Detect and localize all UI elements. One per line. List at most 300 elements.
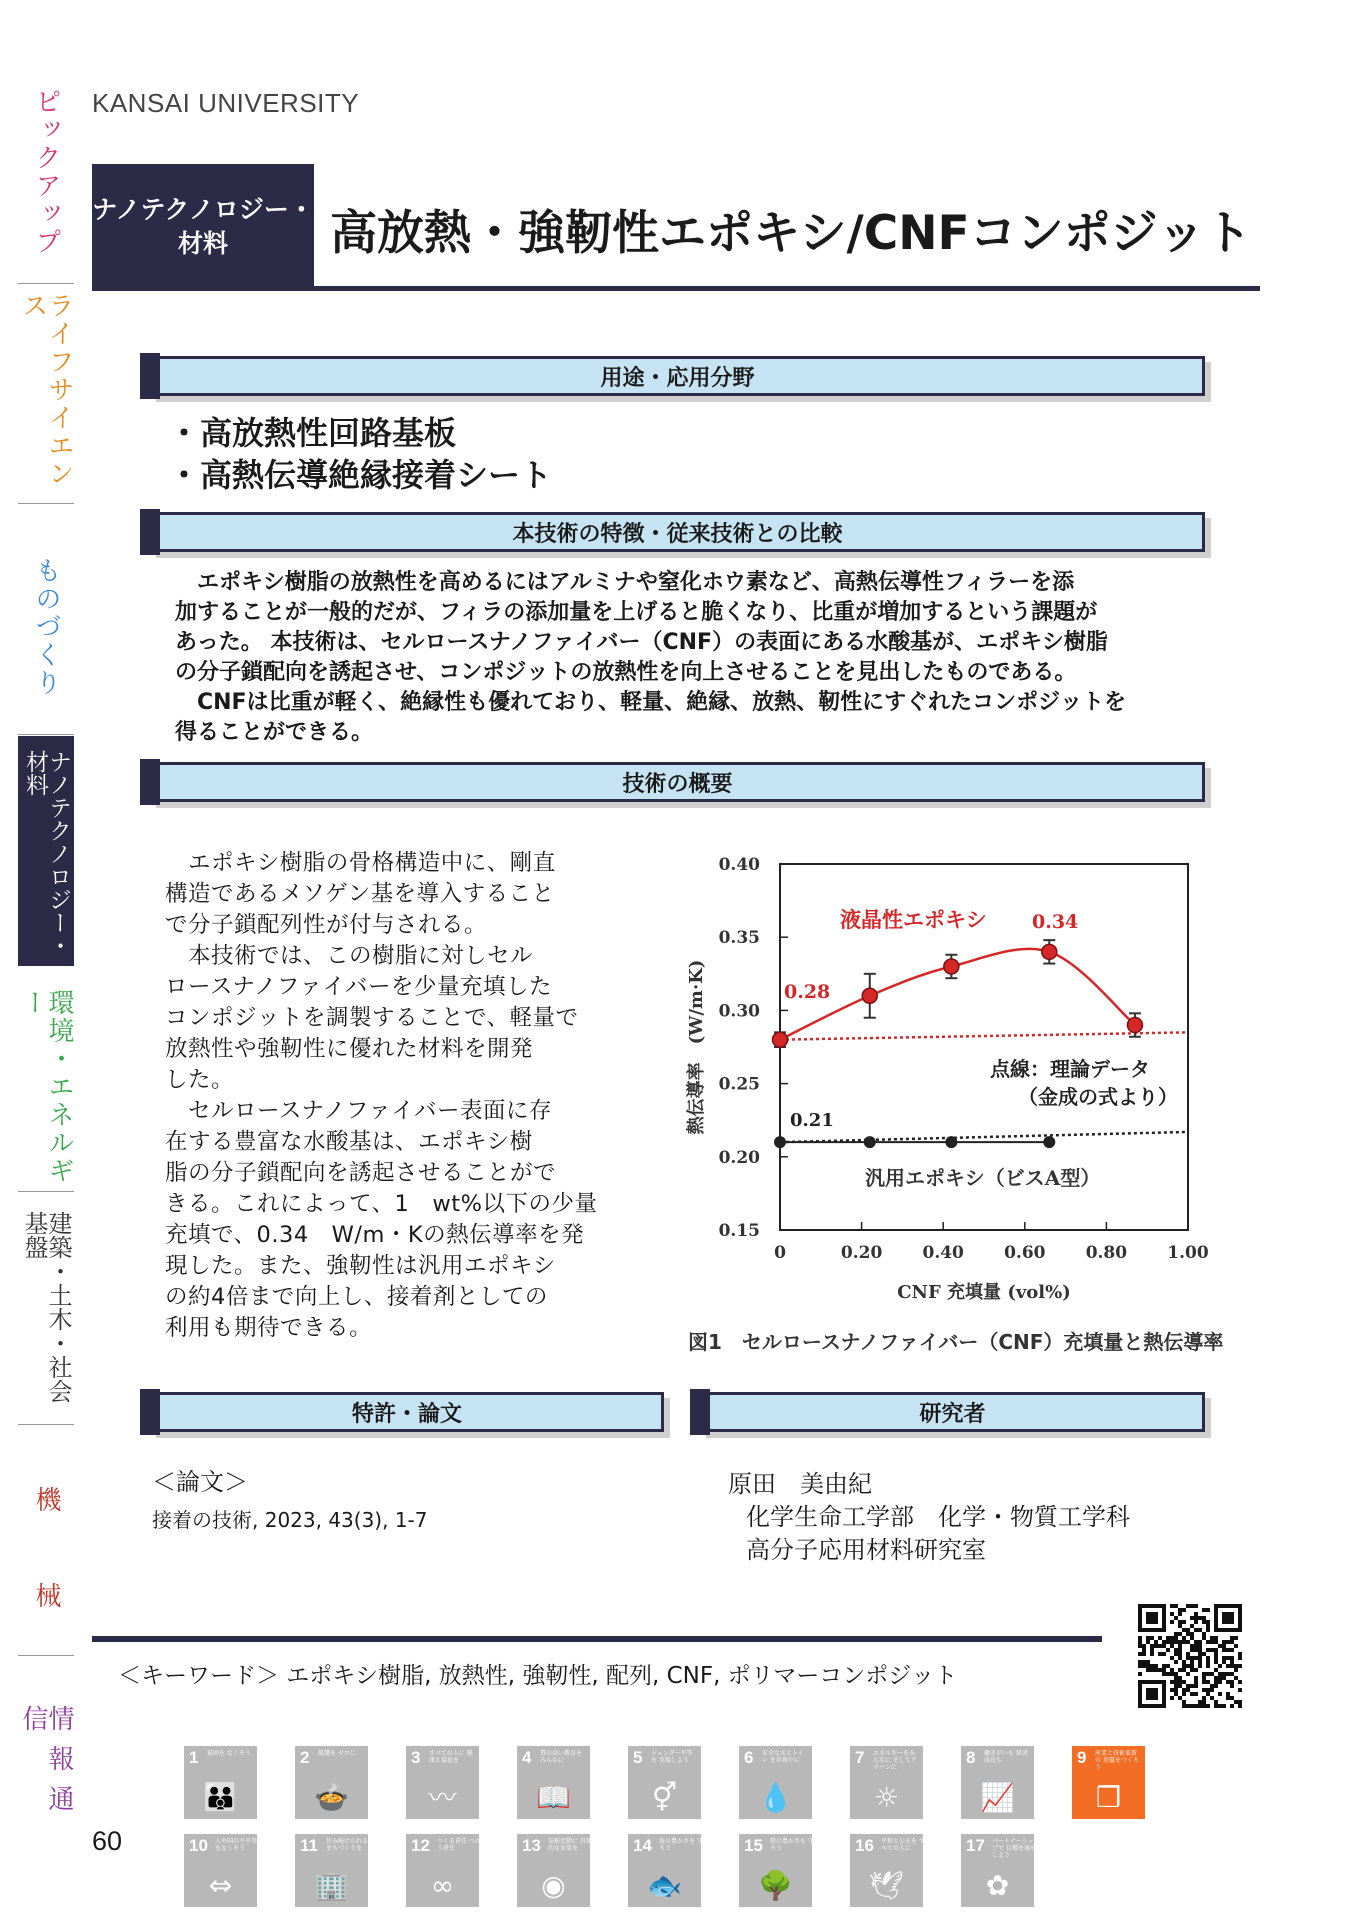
- sdg-number: 11: [300, 1836, 318, 1855]
- qr-module: [1182, 1688, 1186, 1692]
- text-line: した。: [165, 1067, 235, 1093]
- bisa-epoxy-point: [774, 1136, 786, 1148]
- qr-module: [1190, 1656, 1194, 1660]
- qr-module: [1162, 1644, 1166, 1648]
- sdg-number: 1: [189, 1748, 199, 1767]
- qr-module: [1226, 1640, 1230, 1644]
- researcher-dept: 化学生命工学部 化学・物質工学科: [746, 1503, 1130, 1531]
- qr-module: [1218, 1676, 1222, 1680]
- qr-module: [1234, 1676, 1238, 1680]
- qr-module: [1182, 1640, 1186, 1644]
- qr-module: [1166, 1640, 1170, 1644]
- qr-module: [1194, 1704, 1198, 1708]
- qr-module: [1222, 1612, 1234, 1624]
- qr-module: [1226, 1648, 1230, 1652]
- qr-module: [1174, 1676, 1178, 1680]
- qr-module: [1202, 1688, 1206, 1692]
- qr-module: [1178, 1676, 1182, 1680]
- qr-module: [1234, 1664, 1238, 1668]
- qr-module: [1218, 1704, 1222, 1708]
- sidebar-item-label: ライフサイエンス: [18, 292, 74, 488]
- qr-module: [1186, 1604, 1190, 1608]
- category-badge: [92, 164, 314, 290]
- qr-module: [1166, 1672, 1170, 1676]
- sdg-goal-4: [517, 1746, 590, 1819]
- sidebar-item-label: ピックアップ: [31, 88, 61, 256]
- sdg-label: 働きがいも 経済成長も: [984, 1750, 1028, 1764]
- qr-module: [1170, 1604, 1174, 1608]
- qr-module: [1226, 1672, 1230, 1676]
- qr-module: [1202, 1636, 1206, 1640]
- qr-module: [1146, 1660, 1150, 1664]
- qr-module: [1206, 1672, 1210, 1676]
- series-label-bisa-epoxy: 汎用エポキシ（ビスA型）: [865, 1166, 1101, 1190]
- qr-module: [1230, 1640, 1234, 1644]
- qr-module: [1138, 1664, 1142, 1668]
- sidebar-item-monozukuri[interactable]: [18, 505, 74, 735]
- sdg-label: 気候変動に 具体的な対策を: [548, 1838, 592, 1852]
- qr-module: [1226, 1680, 1230, 1684]
- qr-module: [1150, 1648, 1154, 1652]
- sdg-label: 産業と技術革新の 基盤をつくろう: [1095, 1750, 1139, 1771]
- sidebar-item-label: 環境・エネルギー: [18, 989, 74, 1185]
- sidebar-item-mechanical[interactable]: [18, 1426, 74, 1656]
- qr-module: [1154, 1668, 1158, 1672]
- qr-module: [1222, 1672, 1226, 1676]
- qr-module: [1190, 1616, 1194, 1620]
- qr-module: [1174, 1672, 1178, 1676]
- sdg-number: 3: [411, 1748, 421, 1767]
- qr-module: [1194, 1640, 1198, 1644]
- qr-module: [1198, 1648, 1202, 1652]
- qr-module: [1230, 1636, 1234, 1640]
- sdg-icon: ✿: [985, 1869, 1010, 1902]
- qr-module: [1206, 1680, 1210, 1684]
- qr-module: [1202, 1680, 1206, 1684]
- category-line-2: 材料: [177, 229, 228, 258]
- qr-module: [1218, 1680, 1222, 1684]
- qr-module: [1146, 1636, 1150, 1640]
- text-line: 在する豊富な水酸基は、エポキシ樹: [165, 1129, 533, 1155]
- qr-module: [1150, 1636, 1154, 1640]
- sdg-icon: ◉: [541, 1869, 566, 1902]
- sdg-number: 7: [855, 1748, 865, 1767]
- sdg-icon: ❒: [1095, 1781, 1122, 1814]
- qr-module: [1182, 1608, 1186, 1612]
- qr-module: [1186, 1704, 1190, 1708]
- qr-module: [1194, 1692, 1198, 1696]
- qr-module: [1230, 1680, 1234, 1684]
- qr-module: [1182, 1704, 1186, 1708]
- sidebar-item-label: ナノテクノロジー・材料: [22, 750, 71, 957]
- sdg-label: 住み続けられる まちづくりを: [326, 1838, 369, 1852]
- qr-module: [1238, 1688, 1242, 1692]
- section-header-applications: [150, 356, 1205, 396]
- qr-module: [1206, 1628, 1210, 1632]
- qr-module: [1186, 1656, 1190, 1660]
- keyword-rule: [92, 1636, 1102, 1642]
- qr-module: [1194, 1648, 1198, 1652]
- sdg-goal-12: [406, 1834, 479, 1907]
- x-tick-label: 1.00: [1167, 1243, 1209, 1263]
- qr-module: [1170, 1640, 1174, 1644]
- qr-module: [1214, 1660, 1218, 1664]
- chart-caption: 図1 セルロースナノファイバー（CNF）充填量と熱伝導率: [688, 1330, 1224, 1354]
- qr-module: [1174, 1604, 1178, 1608]
- qr-module: [1182, 1660, 1186, 1664]
- sdg-goal-10: [184, 1834, 257, 1907]
- sdg-icon: 〰: [428, 1781, 457, 1814]
- qr-module: [1186, 1628, 1190, 1632]
- qr-module: [1198, 1616, 1202, 1620]
- qr-module: [1238, 1704, 1242, 1708]
- sdg-goal-2: [295, 1746, 368, 1819]
- qr-module: [1194, 1604, 1198, 1608]
- sdg-icon: 📖: [536, 1781, 571, 1814]
- qr-module: [1186, 1684, 1190, 1688]
- qr-module: [1170, 1696, 1174, 1700]
- qr-module: [1170, 1680, 1174, 1684]
- features-paragraph: [175, 568, 1195, 748]
- qr-module: [1206, 1704, 1210, 1708]
- page-number: 60: [92, 1826, 123, 1856]
- x-tick-label: 0: [774, 1243, 786, 1263]
- lc-epoxy-point: [1042, 944, 1057, 959]
- qr-module: [1178, 1684, 1182, 1688]
- qr-module: [1186, 1632, 1190, 1636]
- qr-module: [1234, 1668, 1238, 1672]
- text-line: 加することが一般的だが、フィラの添加量を上げると脆くなり、比重が増加するという課題が: [175, 600, 1098, 625]
- qr-module: [1210, 1640, 1214, 1644]
- qr-module: [1138, 1652, 1142, 1656]
- qr-module: [1226, 1696, 1230, 1700]
- sdg-label: 人や国の不平等 をなくそう: [215, 1838, 258, 1852]
- qr-module: [1238, 1700, 1242, 1704]
- qr-module: [1214, 1676, 1218, 1680]
- qr-module: [1206, 1660, 1210, 1664]
- sidebar-item-nanotech[interactable]: [18, 736, 74, 966]
- qr-module: [1166, 1648, 1170, 1652]
- qr-module: [1162, 1664, 1166, 1668]
- qr-module: [1182, 1700, 1186, 1704]
- qr-module: [1190, 1624, 1194, 1628]
- lc-epoxy-point: [944, 959, 959, 974]
- qr-module: [1202, 1696, 1206, 1700]
- page-title: 高放熱・強靭性エポキシ/CNFコンポジット: [330, 206, 1252, 261]
- qr-module: [1202, 1632, 1206, 1636]
- qr-module: [1202, 1616, 1206, 1620]
- text-line: 構造であるメソゲン基を導入すること: [165, 881, 555, 907]
- sidebar-item-label: ものづくり: [31, 557, 61, 697]
- qr-module: [1174, 1692, 1178, 1696]
- qr-module: [1218, 1672, 1222, 1676]
- qr-module: [1198, 1660, 1202, 1664]
- y-axis-label: 熱伝導率 (W/m·K): [686, 959, 707, 1135]
- qr-module: [1194, 1616, 1198, 1620]
- qr-module: [1202, 1704, 1206, 1708]
- sdg-icon: 🕊: [868, 1869, 905, 1902]
- sdg-number: 13: [522, 1836, 541, 1855]
- sdg-goal-13: [517, 1834, 590, 1907]
- qr-module: [1202, 1700, 1206, 1704]
- sdg-goal-1: [184, 1746, 257, 1819]
- sdg-goal-5: [628, 1746, 701, 1819]
- text-line: ロースナノファイバーを少量充填した: [165, 974, 552, 1000]
- sdg-number: 8: [966, 1748, 976, 1767]
- qr-module: [1174, 1632, 1178, 1636]
- sidebar-item-life-science[interactable]: [18, 282, 74, 504]
- qr-module: [1158, 1644, 1162, 1648]
- qr-module: [1142, 1660, 1146, 1664]
- text-line: コンポジットを調製することで、軽量で: [165, 1005, 579, 1031]
- sdg-icon: 🍲: [314, 1781, 349, 1814]
- sdg-goal-16: [850, 1834, 923, 1907]
- qr-module: [1230, 1704, 1234, 1708]
- qr-module: [1178, 1668, 1182, 1672]
- qr-module: [1198, 1700, 1202, 1704]
- x-tick-label: 0.20: [840, 1243, 883, 1263]
- qr-module: [1194, 1680, 1198, 1684]
- paper-heading: ＜論文＞: [152, 1468, 248, 1496]
- qr-module: [1178, 1696, 1182, 1700]
- qr-module: [1150, 1644, 1154, 1648]
- qr-module: [1178, 1640, 1182, 1644]
- qr-module: [1166, 1664, 1170, 1668]
- qr-module: [1170, 1612, 1174, 1616]
- qr-module: [1218, 1644, 1222, 1648]
- qr-module: [1138, 1672, 1142, 1676]
- qr-module: [1190, 1668, 1194, 1672]
- qr-module: [1146, 1668, 1150, 1672]
- qr-module: [1226, 1692, 1230, 1696]
- sdg-label: つくる責任 つかう責任: [437, 1838, 481, 1852]
- qr-module: [1222, 1648, 1226, 1652]
- sdg-goal-9: [1072, 1746, 1145, 1819]
- qr-module: [1190, 1704, 1194, 1708]
- qr-module: [1198, 1644, 1202, 1648]
- qr-module: [1142, 1644, 1146, 1648]
- text-line: の分子鎖配向を誘起させ、コンポジットの放熱性を向上させることを見出したものである。: [175, 660, 1077, 685]
- qr-module: [1198, 1664, 1202, 1668]
- sidebar-item-pickup[interactable]: [18, 82, 74, 284]
- qr-module: [1182, 1680, 1186, 1684]
- qr-module: [1178, 1680, 1182, 1684]
- researcher-name: 原田 美由紀: [728, 1470, 872, 1498]
- qr-module: [1178, 1608, 1182, 1612]
- qr-module: [1138, 1636, 1142, 1640]
- qr-module: [1138, 1640, 1142, 1644]
- sdg-label: 安全な水とトイレ を世界中に: [762, 1750, 804, 1764]
- qr-module: [1178, 1624, 1182, 1628]
- qr-module: [1186, 1664, 1190, 1668]
- thermal-conductivity-chart: [660, 840, 1220, 1360]
- qr-module: [1174, 1640, 1178, 1644]
- section-title: 本技術の特徴・従来技術との比較: [512, 521, 843, 547]
- x-axis-label: CNF 充填量 (vol%): [897, 1282, 1071, 1303]
- qr-module: [1206, 1608, 1210, 1612]
- sdg-goal-3: [406, 1746, 479, 1819]
- qr-module: [1150, 1664, 1154, 1668]
- section-title: 技術の概要: [622, 771, 733, 797]
- sidebar-item-environment[interactable]: [18, 967, 74, 1192]
- text-line: 充填で、0.34 W/m・Kの熱伝導率を発: [165, 1222, 585, 1248]
- sidebar-item-architecture[interactable]: [18, 1193, 74, 1425]
- sdg-label: 飢餓を ゼロに: [318, 1750, 356, 1757]
- qr-module: [1214, 1704, 1218, 1708]
- qr-module: [1190, 1660, 1194, 1664]
- note-line-1: 点線：理論データ: [990, 1057, 1150, 1081]
- qr-code[interactable]: [1138, 1604, 1242, 1708]
- text-line: 得ることができる。: [175, 720, 374, 745]
- qr-module: [1162, 1668, 1166, 1672]
- qr-module: [1182, 1692, 1186, 1696]
- qr-module: [1154, 1644, 1158, 1648]
- sdg-goal-11: [295, 1834, 368, 1907]
- sdg-number: 12: [411, 1836, 430, 1855]
- sidebar-item-label: 建築・土木・社会基盤: [20, 1211, 72, 1403]
- series-label-lc-epoxy: 液晶性エポキシ: [840, 907, 987, 932]
- keywords: ＜キーワード＞ エポキシ樹脂, 放熱性, 強靭性, 配列, CNF, ポリマーコンポジット: [118, 1663, 958, 1689]
- text-line: セルロースナノファイバー表面に存: [165, 1098, 552, 1124]
- qr-module: [1174, 1648, 1178, 1652]
- qr-module: [1170, 1672, 1174, 1676]
- annotation-0-28: 0.28: [784, 981, 831, 1003]
- qr-module: [1190, 1648, 1194, 1652]
- section-header-patents: [150, 1392, 664, 1432]
- sdg-label: 海の豊かさを 守ろう: [659, 1838, 703, 1852]
- sdg-goal-17: [961, 1834, 1037, 1907]
- qr-module: [1194, 1620, 1198, 1624]
- qr-module: [1166, 1636, 1170, 1640]
- qr-module: [1186, 1672, 1190, 1676]
- qr-module: [1146, 1688, 1158, 1700]
- qr-module: [1190, 1692, 1194, 1696]
- qr-module: [1214, 1700, 1218, 1704]
- section-header-overview: [150, 762, 1205, 802]
- qr-module: [1162, 1652, 1166, 1656]
- qr-module: [1142, 1652, 1146, 1656]
- sdg-icon: ⇔: [208, 1869, 233, 1902]
- bisa-epoxy-point: [1043, 1136, 1055, 1148]
- qr-module: [1214, 1668, 1218, 1672]
- qr-module: [1190, 1636, 1194, 1640]
- qr-module: [1222, 1704, 1226, 1708]
- lc-epoxy-point: [862, 988, 877, 1003]
- qr-module: [1230, 1684, 1234, 1688]
- qr-module: [1138, 1644, 1142, 1648]
- sidebar-item-ict[interactable]: [18, 1657, 74, 1857]
- qr-module: [1198, 1704, 1202, 1708]
- qr-module: [1206, 1664, 1210, 1668]
- section-title: 研究者: [919, 1401, 986, 1427]
- text-line: エポキシ樹脂の骨格構造中に、剛直: [165, 850, 556, 876]
- qr-module: [1138, 1660, 1142, 1664]
- qr-module: [1186, 1688, 1190, 1692]
- qr-module: [1190, 1604, 1194, 1608]
- title-underline: [92, 286, 1260, 291]
- x-tick-label: 0.60: [1004, 1243, 1046, 1263]
- qr-module: [1214, 1636, 1218, 1640]
- sdg-number: 10: [189, 1836, 208, 1855]
- y-tick-label: 0.15: [718, 1221, 760, 1241]
- qr-module: [1178, 1656, 1182, 1660]
- qr-module: [1174, 1652, 1178, 1656]
- qr-module: [1178, 1612, 1182, 1616]
- text-line: CNFは比重が軽く、絶縁性も優れており、軽量、絶縁、放熱、靭性にすぐれたコンポジットを: [175, 690, 1127, 715]
- sdg-number: 15: [744, 1836, 763, 1855]
- qr-module: [1198, 1640, 1202, 1644]
- qr-module: [1202, 1620, 1206, 1624]
- qr-module: [1222, 1640, 1226, 1644]
- qr-module: [1174, 1636, 1178, 1640]
- sdg-goal-6: [739, 1746, 812, 1819]
- qr-module: [1210, 1648, 1214, 1652]
- paper-citation: 接着の技術, 2023, 43(3), 1-7: [152, 1508, 428, 1532]
- qr-module: [1162, 1672, 1166, 1676]
- qr-module: [1178, 1648, 1182, 1652]
- qr-module: [1202, 1608, 1206, 1612]
- university-name: KANSAI UNIVERSITY: [92, 88, 360, 118]
- qr-module: [1198, 1656, 1202, 1660]
- qr-module: [1206, 1692, 1210, 1696]
- section-header-researcher: [700, 1392, 1205, 1432]
- qr-module: [1214, 1680, 1218, 1684]
- qr-module: [1170, 1656, 1174, 1660]
- qr-module: [1178, 1632, 1182, 1636]
- qr-module: [1146, 1612, 1158, 1624]
- qr-module: [1194, 1684, 1198, 1688]
- qr-module: [1178, 1652, 1182, 1656]
- qr-module: [1150, 1652, 1154, 1656]
- qr-module: [1146, 1640, 1150, 1644]
- qr-module: [1210, 1688, 1214, 1692]
- bisa-epoxy-point: [945, 1136, 957, 1148]
- qr-module: [1230, 1648, 1234, 1652]
- sdg-label: ジェンダー平等を 実現しよう: [651, 1750, 693, 1764]
- qr-module: [1230, 1656, 1234, 1660]
- sdg-icon: 👪: [203, 1781, 238, 1814]
- qr-module: [1238, 1664, 1242, 1668]
- sdg-number: 6: [744, 1748, 754, 1767]
- qr-module: [1238, 1680, 1242, 1684]
- qr-module: [1206, 1624, 1210, 1628]
- text-line: 放熱性や強靭性に優れた材料を開発: [165, 1036, 534, 1062]
- qr-module: [1198, 1652, 1202, 1656]
- list-item: ・高熱伝導絶縁接着シート: [168, 456, 553, 494]
- qr-module: [1186, 1640, 1190, 1644]
- qr-module: [1194, 1668, 1198, 1672]
- qr-module: [1210, 1672, 1214, 1676]
- qr-module: [1170, 1668, 1174, 1672]
- qr-module: [1206, 1656, 1210, 1660]
- qr-module: [1170, 1620, 1174, 1624]
- text-line: 本技術では、この樹脂に対しセル: [165, 943, 534, 969]
- qr-module: [1174, 1616, 1178, 1620]
- text-line: で分子鎖配列性が付与される。: [165, 912, 488, 938]
- annotation-0-21: 0.21: [790, 1110, 834, 1131]
- qr-module: [1222, 1660, 1226, 1664]
- sdg-icon: ⚥: [651, 1781, 678, 1814]
- sdg-label: エネルギーをみんなに そしてクリーンに: [873, 1750, 917, 1771]
- qr-module: [1214, 1656, 1218, 1660]
- y-tick-label: 0.40: [718, 855, 760, 875]
- qr-module: [1182, 1628, 1186, 1632]
- qr-module: [1174, 1688, 1178, 1692]
- sdg-label: すべての人に 健康と福祉を: [429, 1750, 473, 1764]
- list-item: ・高放熱性回路基板: [168, 414, 457, 452]
- qr-module: [1230, 1660, 1234, 1664]
- annotation-0-34: 0.34: [1032, 911, 1079, 933]
